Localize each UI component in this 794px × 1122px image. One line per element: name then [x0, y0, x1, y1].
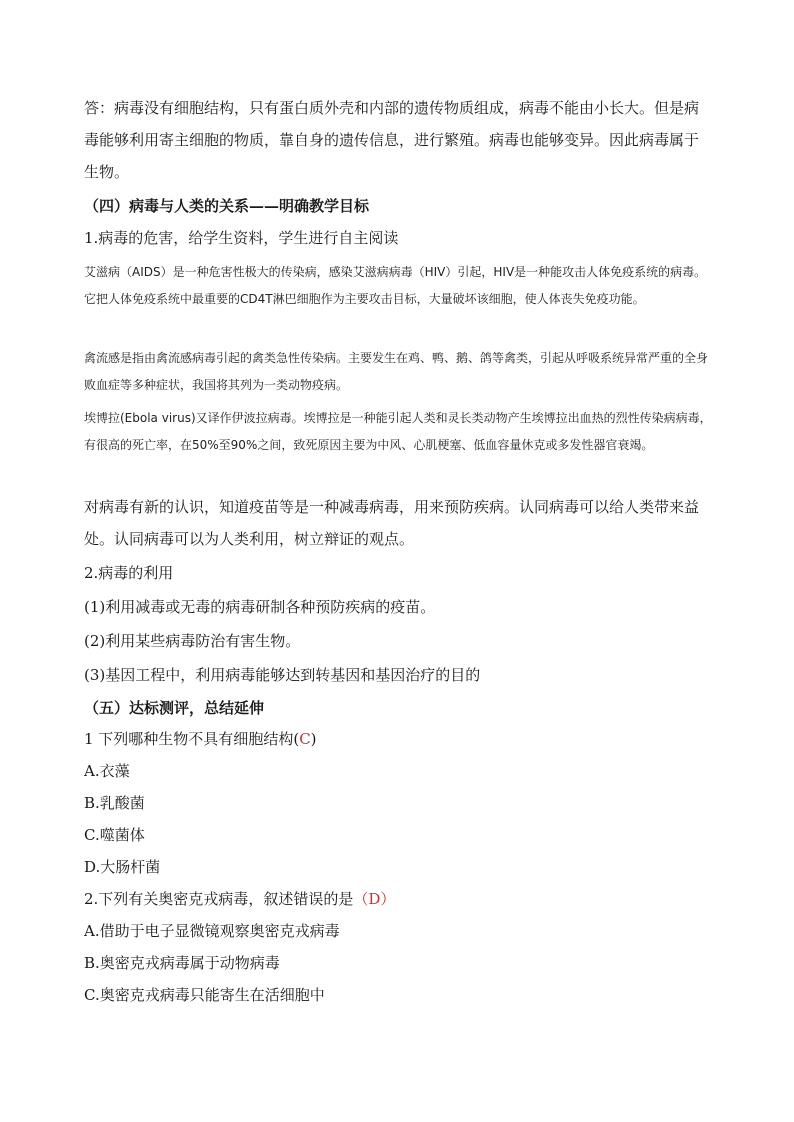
question-1 — [84, 723, 712, 755]
question-1-option-a: A.衣藻 — [84, 762, 130, 780]
question-2-option-a: A.借助于电子显微镜观察奥密克戎病毒 — [84, 922, 340, 940]
question-2-option-c: C.奥密克戎病毒只能寄生在活细胞中 — [84, 986, 325, 1004]
question-2 — [84, 883, 712, 915]
question-1-open-paren: ( — [293, 730, 300, 748]
section5-heading: （五）达标测评，总结延伸 — [84, 699, 265, 717]
question-1-option-b: B.乳酸菌 — [84, 794, 145, 812]
answer-paragraph: 答：病毒没有细胞结构，只有蛋白质外壳和内部的遗传物质组成，病毒不能由小长大。但是病毒能够利用寄主细胞的物质，靠自身的遗传信息，进行繁殖。病毒也能够变异。因此病毒属于生物。 — [84, 99, 700, 181]
question-2-option-b: B.奥密克戎病毒属于动物病毒 — [84, 954, 280, 972]
summary-paragraph: 对病毒有新的认识，知道疫苗等是一种减毒病毒，用来预防疾病。认同病毒可以给人类带来益处。认同病毒可以为人类利用，树立辩证的观点。 — [84, 498, 700, 548]
question-2-answer: D — [368, 890, 381, 908]
use-item-1: (1)利用减毒或无毒的病毒研制各种预防疾病的疫苗。 — [84, 598, 436, 616]
question-1-option-d: D.大肠杆菌 — [84, 858, 161, 876]
question-2-stem: 2.下列有关奥密克戎病毒，叙述错误的是 — [84, 890, 354, 908]
aids-paragraph: 艾滋病（AIDS）是一种危害性极大的传染病，感染艾滋病病毒（HIV）引起，HIV是一种能攻击人体免疫系统的病毒。它把人体免疫系统中最重要的CD4T淋巴细胞作为主要攻击目标，大量破坏该细胞，使人体丧失免疫功能。 — [84, 265, 707, 306]
question-1-stem: 1 下列哪种生物不具有细胞结构 — [84, 730, 294, 748]
section4-item2: 2.病毒的利用 — [84, 564, 174, 582]
question-1-answer: C — [299, 730, 311, 748]
question-2-open-paren: （ — [353, 890, 369, 908]
section4-item1: 1.病毒的危害，给学生资料，学生进行自主阅读 — [84, 229, 399, 247]
ebola-paragraph: 埃博拉(Ebola virus)又译作伊波拉病毒。埃博拉是一种能引起人类和灵长类动物产生埃博拉出血热的烈性传染病病毒，有很高的死亡率，在50%至90%之间，致死原因主要为中风、心肌梗塞、低血容量休克或多发性器官衰竭。 — [84, 411, 712, 452]
question-2-close-paren: ） — [380, 890, 396, 908]
question-1-close-paren: ) — [310, 730, 317, 748]
bird-flu-paragraph: 禽流感是指由禽流感病毒引起的禽类急性传染病。主要发生在鸡、鸭、鹅、鸽等禽类，引起从呼吸系统异常严重的全身败血症等多种症状，我国将其列为一类动物疫病。 — [84, 351, 709, 392]
section4-heading: （四）病毒与人类的关系——明确教学目标 — [84, 197, 370, 215]
use-item-3: (3)基因工程中，利用病毒能够达到转基因和基因治疗的目的 — [84, 666, 481, 684]
question-1-option-c: C.噬菌体 — [84, 826, 145, 844]
use-item-2: (2)利用某些病毒防治有害生物。 — [84, 632, 301, 650]
